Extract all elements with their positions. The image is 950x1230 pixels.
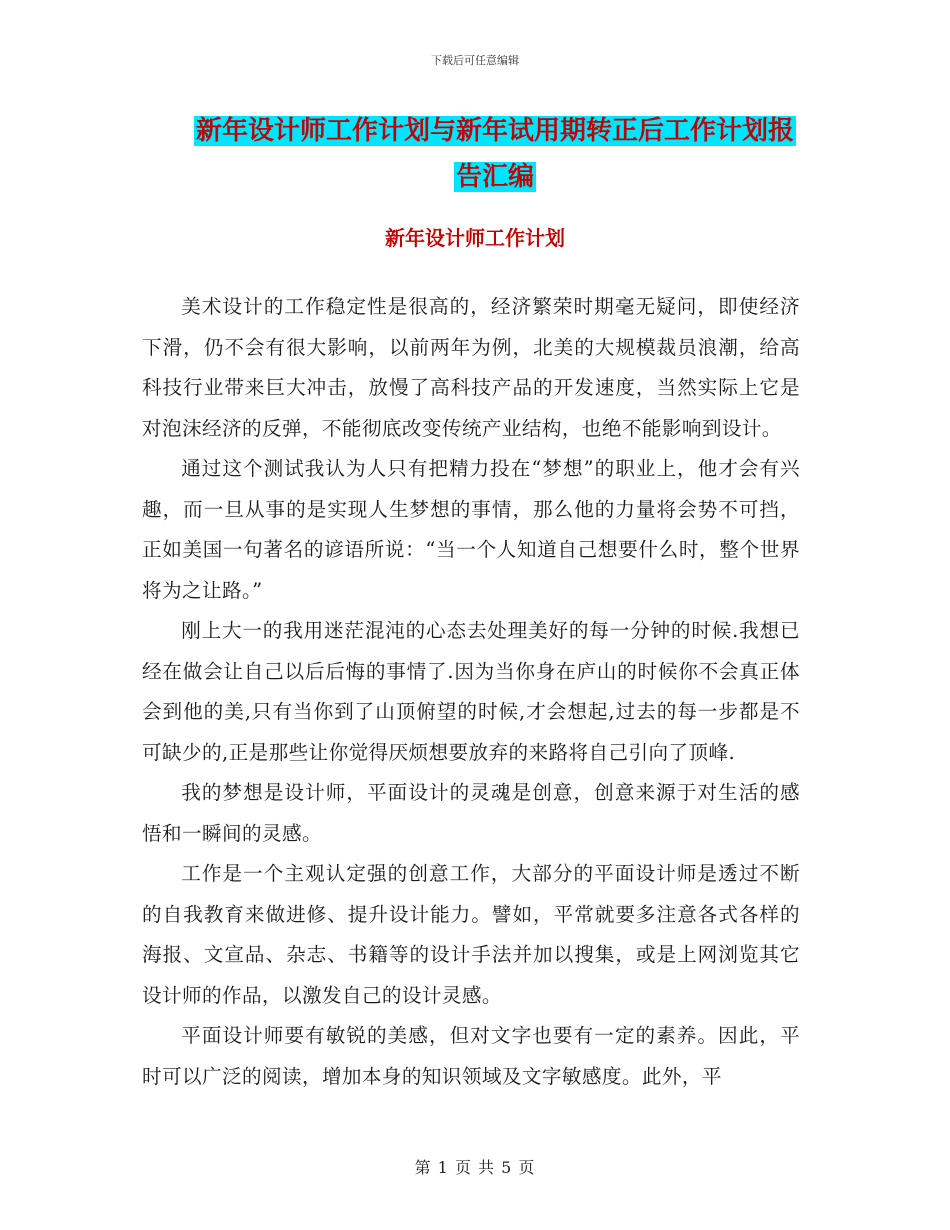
page-footer: 第 1 页 共 5 页 (414, 1158, 536, 1177)
header-note: 下载后可任意编辑 (431, 54, 519, 67)
paragraph: 美术设计的工作稳定性是很高的，经济繁荣时期毫无疑问，即使经济下滑，仍不会有很大影响，以前两年为例，北美的大规模裁员浪潮，给高科技行业带来巨大冲击，放慢了高科技产品的开发速度，当然实际上它是对泡沫经济的反弹，不能彻底改变传统产业结构，也绝不能影响到设计。 (142, 295, 800, 440)
paragraph: 平面设计师要有敏锐的美感，但对文字也要有一定的素养。因此，平时可以广泛的阅读，增加本身的知识领域及文字敏感度。此外，平 (142, 1024, 800, 1088)
paragraph: 刚上大一的我用迷茫混沌的心态去处理美好的每一分钟的时候.我想已经在做会让自己以后后悔的事情了.因为当你身在庐山的时候你不会真正体会到他的美,只有当你到了山顶俯望的时候,才会想起,过去的每一步都是不可缺少的,正是那些让你觉得厌烦想要放弃的来路将自己引向了顶峰. (142, 619, 800, 764)
document-title-line-2: 告汇编 (455, 162, 534, 192)
document-title (140, 108, 850, 200)
paragraph: 工作是一个主观认定强的创意工作，大部分的平面设计师是透过不断的自我教育来做进修、提升设计能力。譬如，平常就要多注意各式各样的海报、文宣品、杂志、书籍等的设计手法并加以搜集，或是上网浏览其它设计师的作品，以激发自己的设计灵感。 (142, 862, 800, 1007)
body-text (142, 287, 800, 1097)
paragraph: 我的梦想是设计师，平面设计的灵魂是创意，创意来源于对生活的感悟和一瞬间的灵感。 (142, 781, 800, 845)
section-title: 新年设计师工作计划 (385, 226, 565, 250)
paragraph: 通过这个测试我认为人只有把精力投在“梦想”的职业上，他才会有兴趣，而一旦从事的是实现人生梦想的事情，那么他的力量将会势不可挡，正如美国一句著名的谚语所说：“当一个人知道自己想要什么时，整个世界将为之让路。” (142, 457, 800, 602)
document-title-line-1: 新年设计师工作计划与新年试用期转正后工作计划报 (195, 116, 794, 146)
